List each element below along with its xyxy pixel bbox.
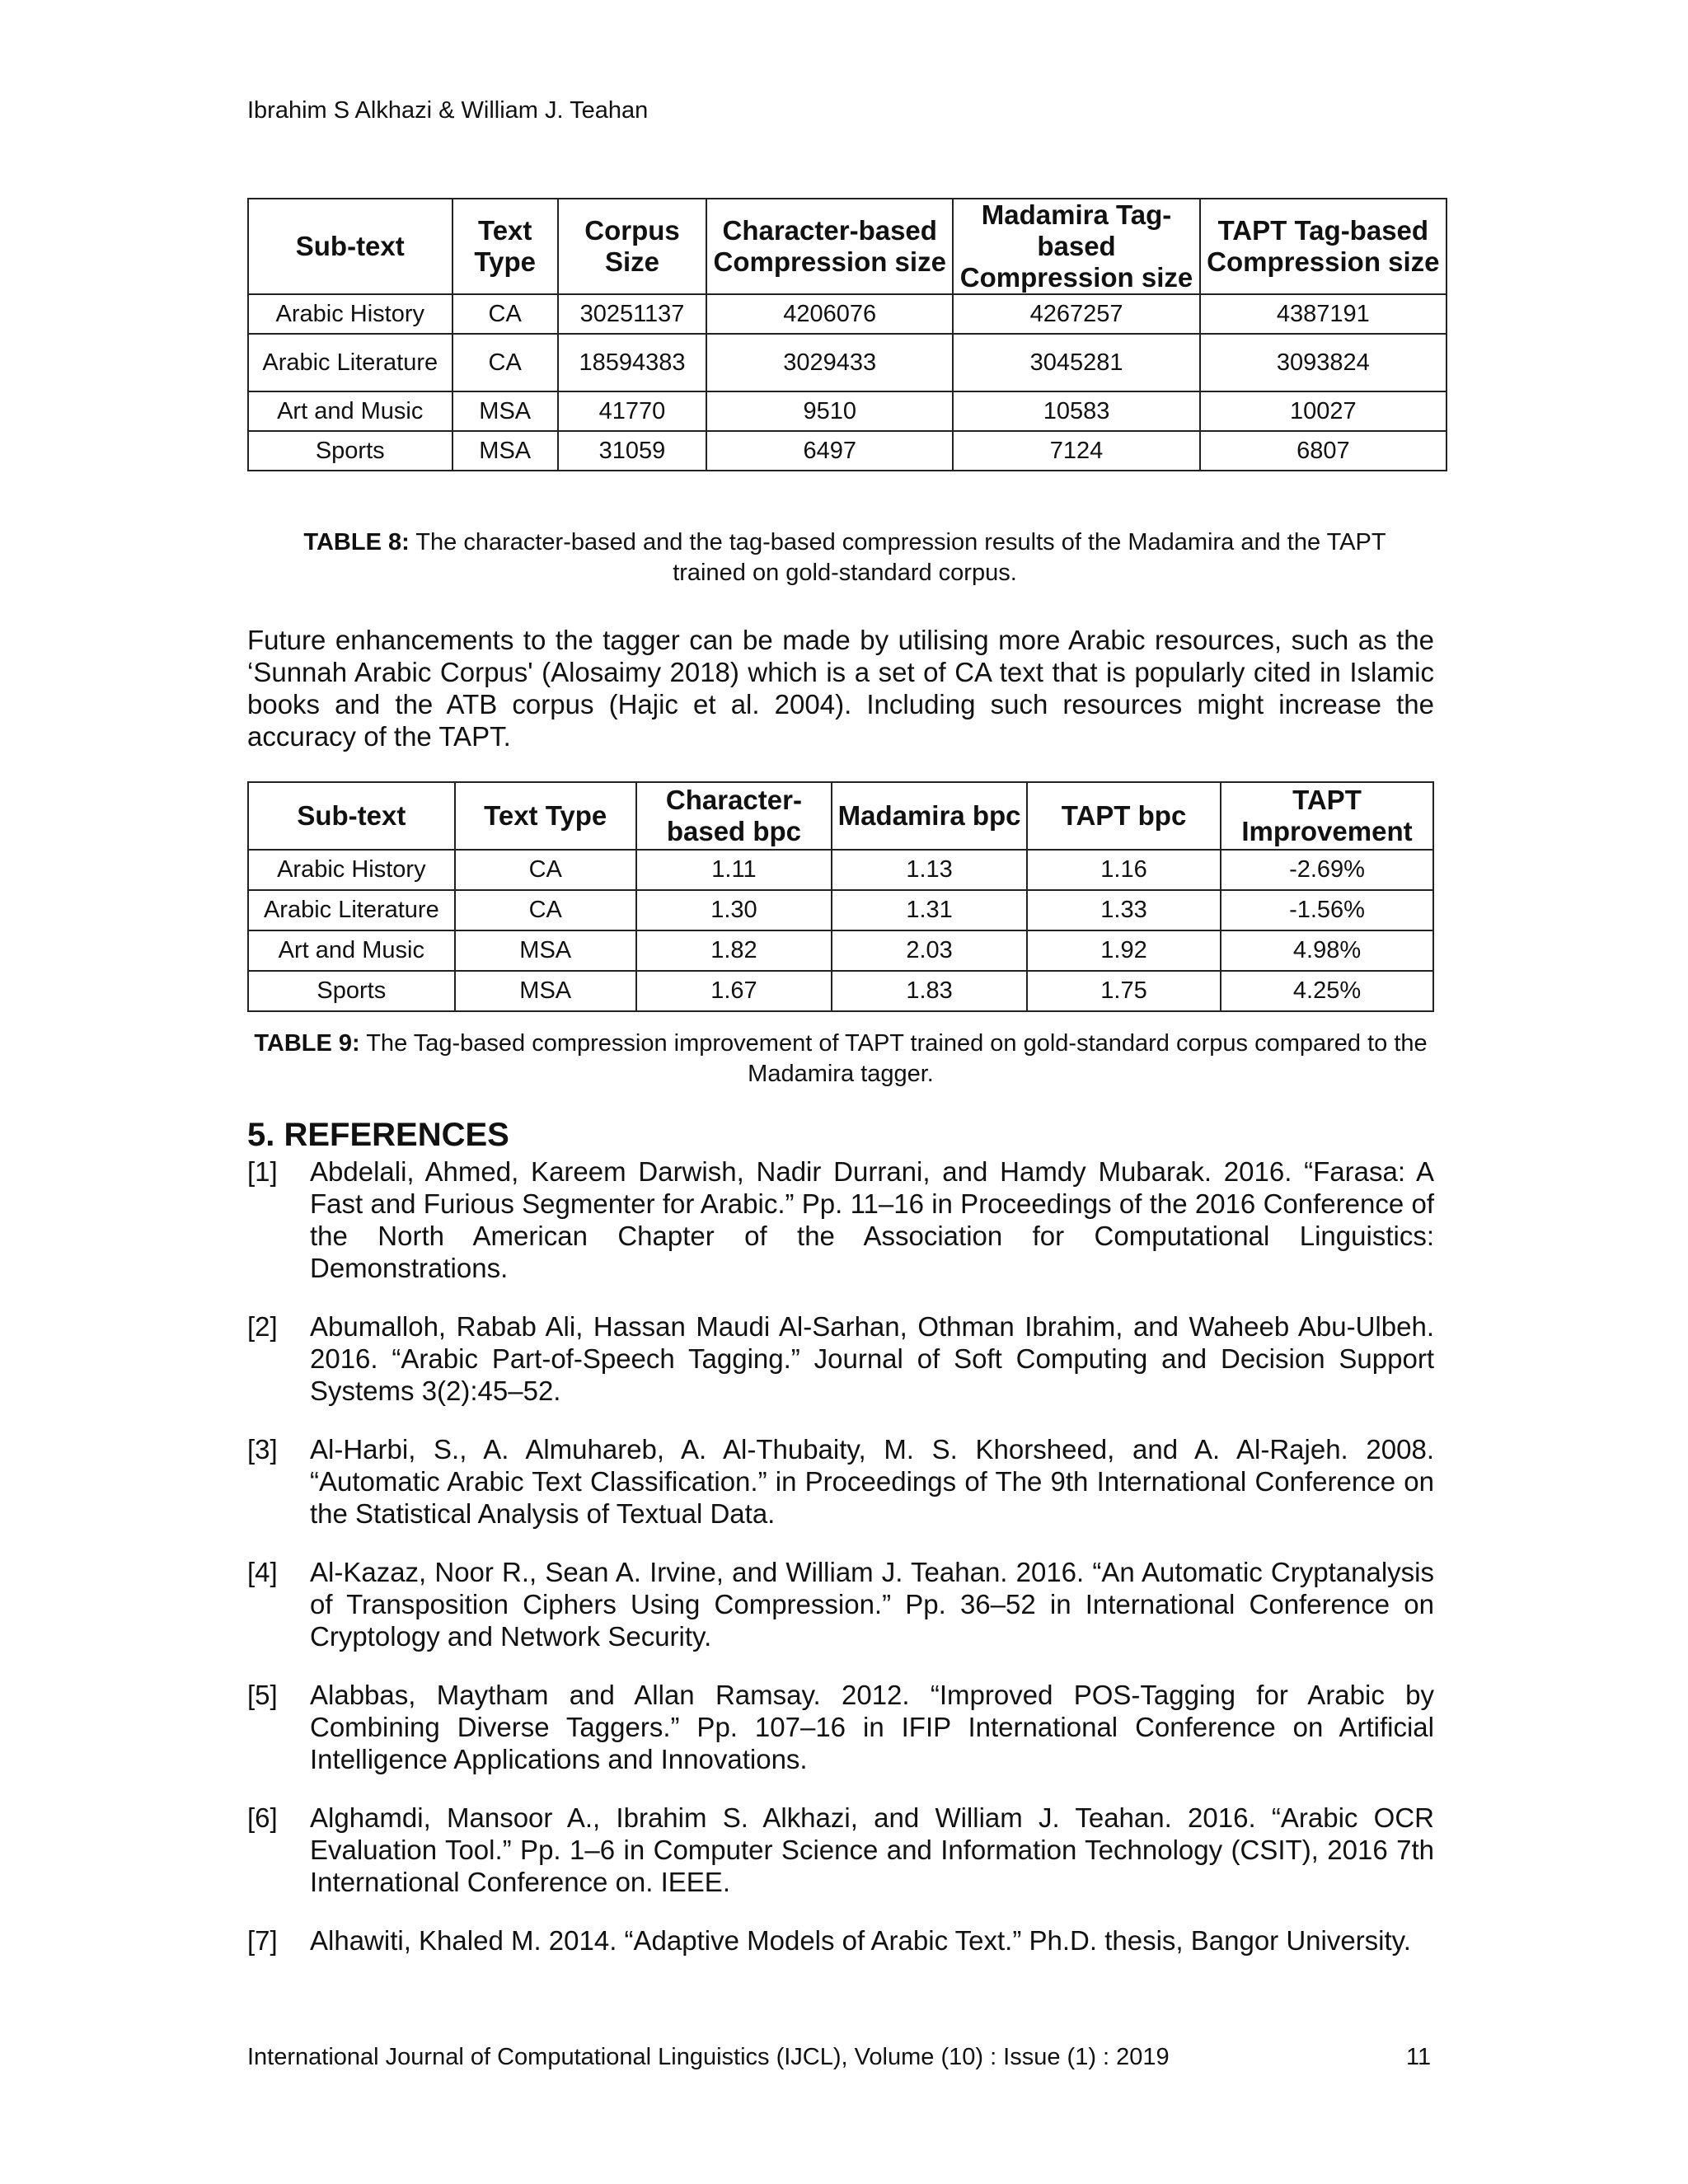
reference-text: Alabbas, Maytham and Allan Ramsay. 2012. “Improved POS-Tagging for Arabic by Combining Diverse Taggers.” Pp. 107–16 in IFIP International Conference on Artificial Intelligence Applications and Innovations. (310, 1680, 1434, 1774)
table-cell: CA (455, 850, 636, 890)
table-row (248, 334, 1447, 391)
table-cell: 4387191 (1200, 294, 1447, 334)
table-cell: 1.30 (636, 890, 832, 930)
table-cell: -2.69% (1221, 850, 1433, 890)
table-cell: 7124 (953, 431, 1199, 471)
table-cell: Art and Music (248, 391, 452, 431)
body-paragraph: Future enhancements to the tagger can be made by utilising more Arabic resources, such as the ‘Sunnah Arabic Corpus' (Alosaimy 2018) which is a set of CA text that is popularly cited in Islamic books and the ATB corpus (Hajic et al. 2004). Including such resources might increase the accuracy of the TAPT. (247, 625, 1434, 752)
reference-number: [5] (247, 1680, 278, 1710)
reference-number: [3] (247, 1434, 278, 1465)
reference-item (247, 1679, 1434, 1775)
caption-text: The Tag-based compression improvement of TAPT trained on gold-standard corpus compared to the Madamira tagger. (359, 1030, 1428, 1087)
column-header: TAPT Tag-based Compression size (1200, 199, 1447, 294)
table-cell: 1.13 (832, 850, 1027, 890)
column-header: Text Type (452, 199, 558, 294)
table-header-row (248, 782, 1433, 850)
table-cell: 1.31 (832, 890, 1027, 930)
table-cell: 3045281 (953, 334, 1199, 391)
table-row (248, 890, 1433, 930)
table-cell: 4267257 (953, 294, 1199, 334)
table-row (248, 391, 1447, 431)
reference-item (247, 1556, 1434, 1652)
column-header: TAPT bpc (1027, 782, 1221, 850)
reference-number: [7] (247, 1925, 278, 1956)
table-cell: 41770 (558, 391, 706, 431)
table-row (248, 930, 1433, 971)
table-cell: 1.75 (1027, 971, 1221, 1011)
reference-number: [1] (247, 1156, 278, 1187)
table-cell: CA (452, 294, 558, 334)
table-cell: 30251137 (558, 294, 706, 334)
column-header: Madamira bpc (832, 782, 1027, 850)
column-header: Madamira Tag-based Compression size (953, 199, 1199, 294)
table-cell: Arabic History (248, 850, 455, 890)
table-cell: MSA (455, 930, 636, 971)
table-cell: 3029433 (706, 334, 953, 391)
caption-text: The character-based and the tag-based compression results of the Madamira and the TAPT trained on gold-standard corpus. (409, 529, 1386, 586)
table-cell: Arabic Literature (248, 334, 452, 391)
page-footer-journal: International Journal of Computational Linguistics (IJCL), Volume (10) : Issue (1) : 2019 (247, 2044, 1170, 2070)
table-cell: 3093824 (1200, 334, 1447, 391)
column-header: TAPT Improvement (1221, 782, 1433, 850)
table-row (248, 850, 1433, 890)
table-row (248, 971, 1433, 1011)
reference-text: Al-Harbi, S., A. Almuhareb, A. Al-Thubaity, M. S. Khorsheed, and A. Al-Rajeh. 2008. “Automatic Arabic Text Classification.” in Proceedings of The 9th International Conference on the Statistical Analysis of Textual Data. (310, 1434, 1434, 1529)
table-cell: 10583 (953, 391, 1199, 431)
table-cell: 6497 (706, 431, 953, 471)
table-cell: 18594383 (558, 334, 706, 391)
table-cell: Arabic History (248, 294, 452, 334)
column-header: Character-based Compression size (706, 199, 953, 294)
table-row (248, 431, 1447, 471)
reference-item (247, 1155, 1434, 1284)
table-cell: 1.11 (636, 850, 832, 890)
reference-text: Abdelali, Ahmed, Kareem Darwish, Nadir Durrani, and Hamdy Mubarak. 2016. “Farasa: A Fast and Furious Segmenter for Arabic.” Pp. 11–16 in Proceedings of the 2016 Conference of the North American Chapter of the Association for Computational Linguistics: Demonstrations. (310, 1156, 1434, 1283)
table-cell: -1.56% (1221, 890, 1433, 930)
reference-number: [2] (247, 1311, 278, 1342)
table-9-caption (247, 1029, 1434, 1090)
reference-item (247, 1802, 1434, 1898)
column-header: Sub-text (248, 782, 455, 850)
table-cell: CA (455, 890, 636, 930)
table-cell: 4.98% (1221, 930, 1433, 971)
table-9 (247, 781, 1434, 1012)
table-cell: 9510 (706, 391, 953, 431)
table-cell: 4206076 (706, 294, 953, 334)
section-heading: 5. REFERENCES (247, 1117, 509, 1153)
reference-number: [6] (247, 1802, 278, 1833)
table-cell: Arabic Literature (248, 890, 455, 930)
reference-text: Alghamdi, Mansoor A., Ibrahim S. Alkhazi, and William J. Teahan. 2016. “Arabic OCR Evaluation Tool.” Pp. 1–6 in Computer Science and Information Technology (CSIT), 2016 7th International Conference on. IEEE. (310, 1802, 1434, 1897)
table-cell: 1.83 (832, 971, 1027, 1011)
table-cell: 1.82 (636, 930, 832, 971)
table-cell: 2.03 (832, 930, 1027, 971)
table-8-caption (272, 527, 1418, 588)
table-cell: Sports (248, 971, 455, 1011)
page-header-authors: Ibrahim S Alkhazi & William J. Teahan (247, 97, 649, 124)
table-cell: 10027 (1200, 391, 1447, 431)
table-cell: Sports (248, 431, 452, 471)
table-cell: 1.33 (1027, 890, 1221, 930)
table-header-row (248, 199, 1447, 294)
column-header: Sub-text (248, 199, 452, 294)
table-cell: CA (452, 334, 558, 391)
table-row (248, 294, 1447, 334)
table-cell: 1.67 (636, 971, 832, 1011)
reference-item (247, 1433, 1434, 1530)
table-cell: 1.92 (1027, 930, 1221, 971)
column-header: Character-based bpc (636, 782, 832, 850)
reference-number: [4] (247, 1557, 278, 1587)
caption-label: TABLE 9: (254, 1030, 360, 1057)
column-header: Text Type (455, 782, 636, 850)
table-cell: Art and Music (248, 930, 455, 971)
table-cell: MSA (455, 971, 636, 1011)
table-cell: 4.25% (1221, 971, 1433, 1011)
table-cell: MSA (452, 431, 558, 471)
reference-item (247, 1310, 1434, 1407)
table-8 (247, 198, 1447, 471)
column-header: Corpus Size (558, 199, 706, 294)
table-cell: 1.16 (1027, 850, 1221, 890)
table-cell: MSA (452, 391, 558, 431)
table-cell: 6807 (1200, 431, 1447, 471)
reference-item (247, 1924, 1434, 1957)
reference-text: Alhawiti, Khaled M. 2014. “Adaptive Models of Arabic Text.” Ph.D. thesis, Bangor University. (310, 1925, 1411, 1956)
reference-text: Al-Kazaz, Noor R., Sean A. Irvine, and William J. Teahan. 2016. “An Automatic Cryptanalysis of Transposition Ciphers Using Compression.” Pp. 36–52 in International Conference on Cryptology and Network Security. (310, 1557, 1434, 1652)
caption-label: TABLE 8: (303, 529, 410, 555)
page-number: 11 (1406, 2044, 1432, 2070)
reference-text: Abumalloh, Rabab Ali, Hassan Maudi Al-Sarhan, Othman Ibrahim, and Waheeb Abu-Ulbeh. 2016. “Arabic Part-of-Speech Tagging.” Journal of Soft Computing and Decision Support Systems 3(2):45–52. (310, 1311, 1434, 1406)
table-cell: 31059 (558, 431, 706, 471)
reference-list (247, 1155, 1434, 1983)
